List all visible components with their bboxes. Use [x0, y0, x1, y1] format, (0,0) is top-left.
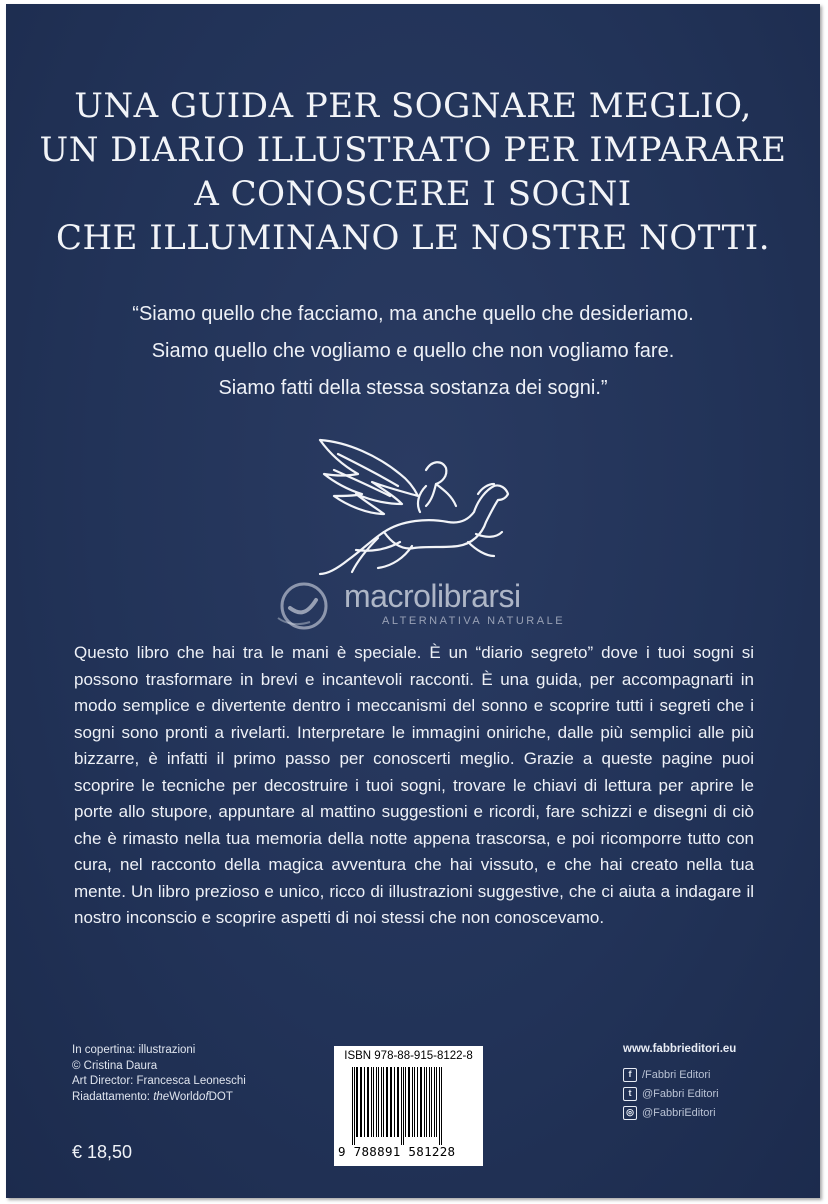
barcode-bar [429, 1067, 430, 1137]
watermark [270, 574, 570, 636]
barcode-bar [364, 1067, 365, 1137]
barcode-bars [350, 1067, 470, 1145]
barcode-bar [367, 1067, 369, 1137]
barcode-bar [371, 1067, 372, 1137]
barcode-bar [439, 1067, 440, 1145]
cover-credit: In copertina: illustrazioni [72, 1044, 196, 1056]
art-director-credit: Art Director: Francesca Leoneschi [72, 1075, 246, 1087]
price: € 18,50 [72, 1142, 133, 1162]
twitter-icon: t [623, 1087, 637, 1101]
macrolibrarsi-logo-icon [276, 578, 336, 632]
quote-line: Siamo fatti della stessa sostanza dei sogni.” [218, 377, 608, 399]
barcode-digits: 9 788891 581228 [338, 1144, 456, 1159]
headline [6, 84, 820, 260]
social-label: @FabbriEditori [642, 1106, 716, 1119]
barcode-bar [414, 1067, 415, 1137]
isbn-label: ISBN 978-88-915-8122-8 [344, 1050, 473, 1062]
barcode-bar [403, 1067, 404, 1145]
social-label: /Fabbri Editori [642, 1068, 711, 1081]
barcode-bar [373, 1067, 374, 1137]
barcode-bar [441, 1067, 442, 1145]
book-back-cover [6, 4, 820, 1198]
headline-line: UNA GUIDA PER SOGNARE MEGLIO, [74, 86, 752, 126]
headline-line: CHE ILLUMINANO LE NOSTRE NOTTI. [55, 218, 771, 258]
barcode-bar [352, 1067, 353, 1145]
description: Questo libro che hai tra le mani è speciale. È un “diario segreto” dove i tuoi sogni si possono trasformare in brevi e incantevoli racconti. È una guida, per accompagnarti in modo semplice e divertente dentro i meccanismi del sonno e scoprire tutti i segreti che i sogni sono pronti a rivelarti. Interpretare le immagini oniriche, dalle più semplici alle più bizzarre, è infatti il primo passo per conoscerti meglio. Grazie a queste pagine puoi scoprire le tecniche per decostruire i tuoi sogni, trovare le chiavi di lettura per aprire le porte allo stupore, appuntare al mattino suggestioni e ricordi, fare schizzi e disegni di ciò che è rimasto nella tua memoria della notte appena trascorsa, e poi ricomporre tutto con cura, nel racconto della magica avventura che hai vissuto, e che hai creato nella tua mente. Un libro prezioso e unico, ricco di illustrazioni suggestive, che ci aiuta a indagare il nostro inconscio e scoprire aspetti di noi stessi che non conoscevamo. [74, 643, 754, 927]
barcode-bar [412, 1067, 413, 1137]
barcode [334, 1046, 483, 1166]
barcode-bar [424, 1067, 425, 1137]
quote-line: “Siamo quello che facciamo, ma anche quello che desideriamo. [132, 303, 694, 325]
barcode-bar [356, 1067, 358, 1137]
barcode-bar [360, 1067, 362, 1137]
watermark-subtitle: ALTERNATIVA NATURALE [382, 615, 566, 627]
barcode-bar [390, 1067, 392, 1137]
instagram-icon: ◎ [623, 1106, 637, 1120]
social-instagram[interactable] [623, 1104, 763, 1121]
barcode-bar [436, 1067, 437, 1137]
barcode-bar [405, 1067, 406, 1137]
pegasus-illustration [308, 434, 518, 594]
barcode-bar [397, 1067, 399, 1137]
publisher-info [623, 1043, 763, 1123]
social-twitter[interactable] [623, 1085, 763, 1102]
barcode-bar [378, 1067, 379, 1137]
facebook-icon: f [623, 1068, 637, 1082]
headline-line: UN DIARIO ILLUSTRATO PER IMPARARE [39, 130, 787, 170]
barcode-bar [354, 1067, 355, 1145]
barcode-bar [434, 1067, 435, 1137]
social-facebook[interactable] [623, 1066, 763, 1083]
social-label: @Fabbri Editori [642, 1087, 719, 1100]
barcode-bar [376, 1067, 377, 1137]
quote-line: Siamo quello che vogliamo e quello che non vogliamo fare. [151, 340, 675, 362]
barcode-bar [408, 1067, 410, 1137]
headline-line: A CONOSCERE I SOGNI [194, 174, 632, 214]
barcode-bar [381, 1067, 382, 1137]
barcode-bar [417, 1067, 418, 1137]
illustrator-credit: © Cristina Daura [72, 1059, 158, 1072]
credits [72, 1043, 246, 1105]
barcode-bar [401, 1067, 402, 1145]
barcode-bar [386, 1067, 388, 1137]
barcode-bar [383, 1067, 384, 1137]
barcode-bar [426, 1067, 427, 1137]
barcode-bar [431, 1067, 432, 1137]
quote [6, 296, 820, 407]
adaptation-credit: Riadattamento: theWorldofDOT [72, 1090, 233, 1103]
barcode-bar [394, 1067, 395, 1137]
publisher-website[interactable]: www.fabbrieditori.eu [623, 1043, 737, 1055]
barcode-bar [420, 1067, 422, 1137]
watermark-text: macrolibrarsi [344, 578, 521, 614]
